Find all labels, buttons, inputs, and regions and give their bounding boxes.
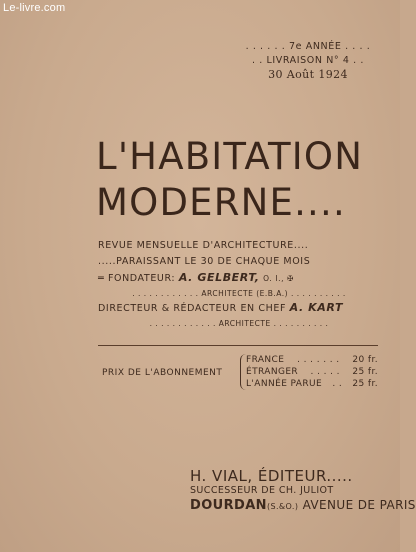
publisher-name: H. VIAL, ÉDITEUR..... xyxy=(190,467,353,485)
price-row-france: FRANCE . . . . . . . 20 fr. xyxy=(246,355,378,365)
founder-title: ARCHITECTE (E.B.A.) xyxy=(201,289,289,298)
title-line-1: L'HABITATION xyxy=(96,135,364,178)
price-row-etranger: ÉTRANGER . . . . . 25 fr. xyxy=(246,367,378,377)
issue-info xyxy=(238,40,378,82)
director-title: ARCHITECTE xyxy=(218,319,271,328)
description-block xyxy=(98,238,380,330)
publisher-successor: SUCCESSEUR DE CH. JULIOT xyxy=(190,485,334,496)
publisher-region: (S.&O.) xyxy=(266,502,299,511)
founder-name: A. GELBERT, xyxy=(178,271,260,284)
founder-line: ═ FONDATEUR: A. GELBERT, O. I., ✠ xyxy=(98,271,294,284)
subscription-prices xyxy=(246,354,378,390)
price-row-annee-parue: L'ANNÉE PARUE . . 25 fr. xyxy=(246,379,378,389)
founder-honors: O. I., ✠ xyxy=(263,274,294,283)
watermark: Le-livre.com xyxy=(3,2,66,14)
publisher-address xyxy=(190,497,416,515)
publisher-street: AVENUE DE PARIS xyxy=(302,498,416,512)
publisher-city: DOURDAN xyxy=(190,498,267,513)
publisher-block xyxy=(190,467,416,515)
director-line xyxy=(98,300,380,317)
issue-livraison: . . LIVRAISON N° 4 . . xyxy=(251,55,365,66)
issue-year: . . . . . . 7e ANNÉE . . . . xyxy=(245,41,371,52)
description-line-2: .....PARAISSANT LE 30 DE CHAQUE MOIS xyxy=(98,256,311,267)
description-line-1: REVUE MENSUELLE D'ARCHITECTURE.... xyxy=(98,240,309,251)
magazine-title xyxy=(96,134,363,226)
founder-label: FONDATEUR: xyxy=(107,273,176,284)
title-line-2: MODERNE.... xyxy=(96,181,346,224)
subscription-label: PRIX DE L'ABONNEMENT xyxy=(102,368,223,378)
issue-date: 30 Août 1924 xyxy=(268,68,348,81)
divider xyxy=(98,345,378,346)
director-name: A. KART xyxy=(289,301,344,314)
director-label: DIRECTEUR & RÉDACTEUR EN CHEF xyxy=(98,303,287,314)
founder-title-line: . . . . . . . . . . . . ARCHITECTE (E.B.A.) . . . . . . . . . . xyxy=(132,289,346,298)
director-title-line: . . . . . . . . . . . . ARCHITECTE . . . . . . . . . . xyxy=(149,319,329,328)
